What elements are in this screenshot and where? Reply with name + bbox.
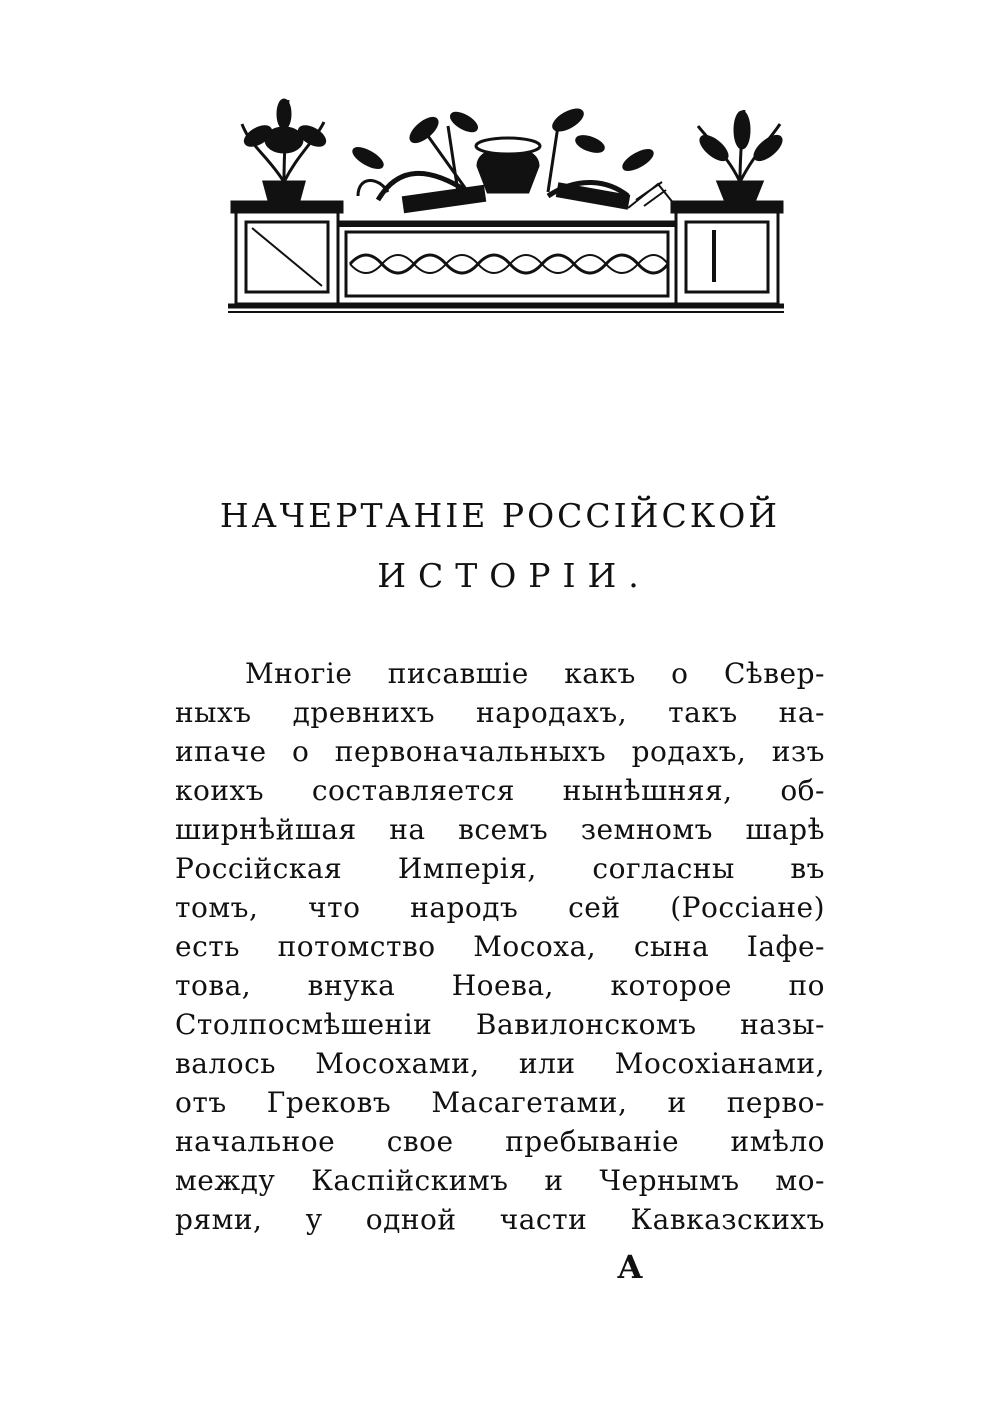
text-line: томъ, что народъ сей (Россіане) [175,891,825,924]
page-title-line-1: НАЧЕРТАНІЕ РОССІЙСКОЙ [219,496,781,535]
body-paragraph [175,654,825,1239]
text-line: рями, у одной части Кавказскихъ [175,1203,825,1236]
signature-mark: А [616,1248,644,1286]
page-title-line-2: ИСТОРІИ. [377,556,651,595]
text-line: начальное свое пребываніе имѣло [175,1125,825,1158]
text-line: между Каспійскимъ и Чернымъ мо- [175,1164,825,1197]
text-line: Столпосмѣшеніи Вавилонскомъ назы- [175,1008,825,1041]
text-line: есть потомство Мосоха, сына Іафе- [175,930,825,963]
text-line: ныхъ древнихъ народахъ, такъ на- [175,696,825,729]
text-line: отъ Грековъ Масагетами, и перво- [175,1086,825,1119]
text-line: валось Мосохами, или Мосохіанами, [175,1047,825,1080]
text-line: Многіе писавшіе какъ о Сѣвер- [245,657,825,690]
text-line: ипаче о первоначальныхъ родахъ, изъ [175,735,825,768]
text-line: Россійская Имперія, согласны въ [175,852,825,885]
text-line: коихъ составляется нынѣшняя, об- [175,774,825,807]
headpiece-ornament [228,96,784,316]
text-line: това, внука Ноева, которое по [175,969,825,1002]
text-line: ширнѣйшая на всемъ земномъ шарѣ [175,813,825,846]
